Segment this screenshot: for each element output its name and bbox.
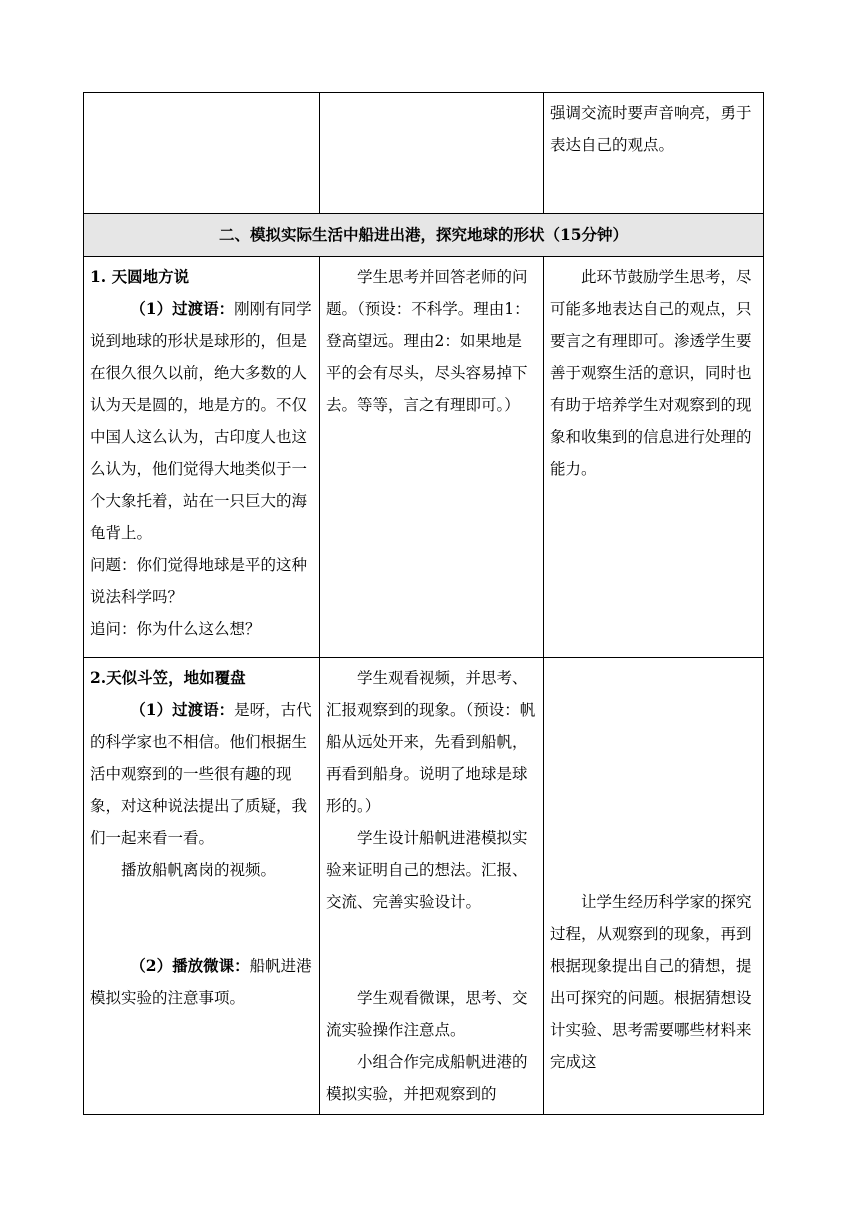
student-activity-cell [320,93,544,214]
transition-text: 刚刚有同学说到地球的形状是球形的，但是在很久很久以前，绝大多数的人认为天是圆的，地是方的。不仅中国人这么认为，古印度人也这么认为，他们觉得大地类似于一个大象托着，站在一只巨大的海龟背上。 [90,300,312,542]
subsection-title: 1. 天圆地方说 [90,267,190,286]
transition-label: （1）过渡语： [130,299,235,318]
table-row [84,658,764,1115]
teacher-activity-cell [84,93,320,214]
micro-lesson-label: （2）播放微课： [130,956,250,975]
student-activity-text: 学生观看视频，并思考、汇报观察到的现象。（预设：帆船从远处开来，先看到船帆，再看到船身。说明了地球是球形的。） [326,669,536,815]
micro-lesson-text: 船帆进港模拟实验的注意事项。 [90,957,312,1007]
teacher-activity-cell [84,658,320,1115]
transition-label: （1）过渡语： [130,700,235,719]
lesson-plan-table [83,92,764,1115]
transition-paragraph [90,293,313,549]
section-header: 二、模拟实际生活中船进出港，探究地球的形状（15分钟） [84,214,764,257]
student-activity-text: 学生观看微课，思考、交流实验操作注意点。 [326,989,528,1039]
micro-lesson-paragraph [90,950,313,1014]
section-header-row [84,214,764,257]
spacer [90,886,313,950]
design-intent-text: 让学生经历科学家的探究过程，从观察到的现象，再到根据现象提出自己的猜想，提出可探究的问题。根据猜想设计实验、思考需要哪些材料来完成这 [550,893,752,1071]
spacer [550,662,757,886]
video-text: 播放船帆离岗的视频。 [121,861,277,879]
spacer [326,918,537,982]
question-text: 问题：你们觉得地球是平的这种说法科学吗？ [90,556,308,606]
transition-paragraph [90,694,313,854]
subsection-title: 2.天似斗笠，地如覆盘 [90,668,246,687]
design-intent-text: 强调交流时要声音响亮，勇于表达自己的观点。 [550,104,752,154]
design-intent-cell [544,93,764,214]
student-activity-text: 学生设计船帆进港模拟实验来证明自己的想法。汇报、交流、完善实验设计。 [326,829,528,911]
student-activity-cell [320,257,544,658]
table-row [84,257,764,658]
student-activity-text: 学生思考并回答老师的问题。（预设：不科学。理由1：登高望远。理由2：如果地是平的会有尽头，尽头容易掉下去。等等，言之有理即可。） [326,268,530,414]
design-intent-cell [544,658,764,1115]
followup-text: 追问：你为什么这么想？ [90,620,261,638]
transition-text: 是呀，古代的科学家也不相信。他们根据生活中观察到的一些很有趣的现象，对这种说法提出了质疑，我们一起来看一看。 [90,701,312,847]
table-row [84,93,764,214]
design-intent-cell [544,257,764,658]
student-activity-cell [320,658,544,1115]
teacher-activity-cell [84,257,320,658]
design-intent-text: 此环节鼓励学生思考，尽可能多地表达自己的观点，只要言之有理即可。渗透学生要善于观察生活的意识，同时也有助于培养学生对观察到的现象和收集到的信息进行处理的能力。 [550,268,752,478]
student-activity-text: 小组合作完成船帆进港的模拟实验，并把观察到的 [326,1053,528,1103]
